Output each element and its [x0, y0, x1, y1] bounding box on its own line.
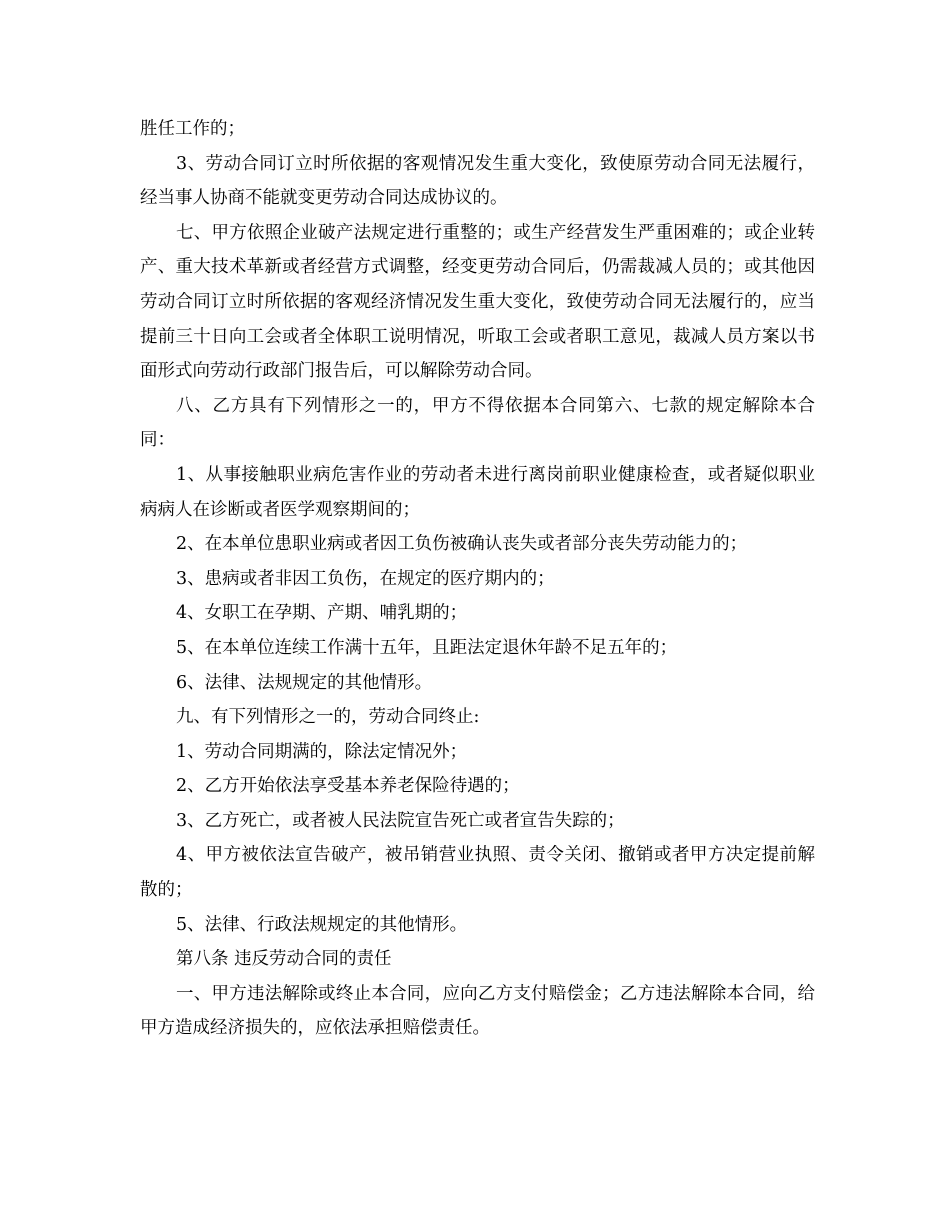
paragraph-section-9-item-5: 5、法律、行政法规规定的其他情形。: [176, 914, 468, 935]
paragraph-clause-3: 3、劳动合同订立时所依据的客观情况发生重大变化，致使原劳动合同无法履行，经当事人协商不能就变更劳动合同达成协议的。: [140, 153, 815, 209]
paragraph-section-8-item-1: 1、从事接触职业病危害作业的劳动者未进行离岗前职业健康检查，或者疑似职业病病人在诊断或者医学观察期间的；: [140, 464, 815, 520]
paragraph-section-8-item-6: 6、法律、法规规定的其他情形。: [176, 672, 433, 693]
paragraph-section-9-item-3: 3、乙方死亡，或者被人民法院宣告死亡或者宣告失踪的；: [176, 810, 625, 831]
paragraph-section-9-item-4: 4、甲方被依法宣告破产，被吊销营业执照、责令关闭、撤销或者甲方决定提前解散的；: [140, 845, 815, 901]
paragraph-article-8-clause-1: 一、甲方违法解除或终止本合同，应向乙方支付赔偿金；乙方违法解除本合同，给甲方造成经济损失的，应依法承担赔偿责任。: [140, 983, 815, 1039]
paragraph-section-8: 八、乙方具有下列情形之一的，甲方不得依据本合同第六、七款的规定解除本合同：: [140, 395, 815, 451]
paragraph-section-8-item-4: 4、女职工在孕期、产期、哺乳期的；: [176, 603, 468, 624]
paragraph-section-9-item-2: 2、乙方开始依法享受基本养老保险待遇的；: [176, 776, 520, 797]
paragraph-section-9-item-1: 1、劳动合同期满的，除法定情况外；: [176, 741, 468, 762]
paragraph-section-9: 九、有下列情形之一的，劳动合同终止:: [176, 707, 480, 728]
paragraph-section-8-item-3: 3、患病或者非因工负伤，在规定的医疗期内的；: [176, 568, 555, 589]
paragraph-section-8-item-5: 5、在本单位连续工作满十五年，且距法定退休年龄不足五年的；: [176, 637, 678, 658]
document-body: [140, 112, 815, 1046]
article-8-heading: 第八条 违反劳动合同的责任: [176, 949, 392, 970]
paragraph-continuation: 胜任工作的；: [140, 119, 245, 139]
paragraph-section-7: 七、甲方依照企业破产法规定进行重整的；或生产经营发生严重困难的；或企业转产、重大技术革新或者经营方式调整，经变更劳动合同后，仍需裁减人员的；或其他因劳动合同订立时所依据的客观经济情况发生重大变化，致使劳动合同无法履行的，应当提前三十日向工会或者全体职工说明情况，听取工会或者职工意见，裁减人员方案以书面形式向劳动行政部门报告后，可以解除劳动合同。: [140, 222, 815, 382]
paragraph-section-8-item-2: 2、在本单位患职业病或者因工负伤被确认丧失或者部分丧失劳动能力的；: [176, 534, 748, 555]
